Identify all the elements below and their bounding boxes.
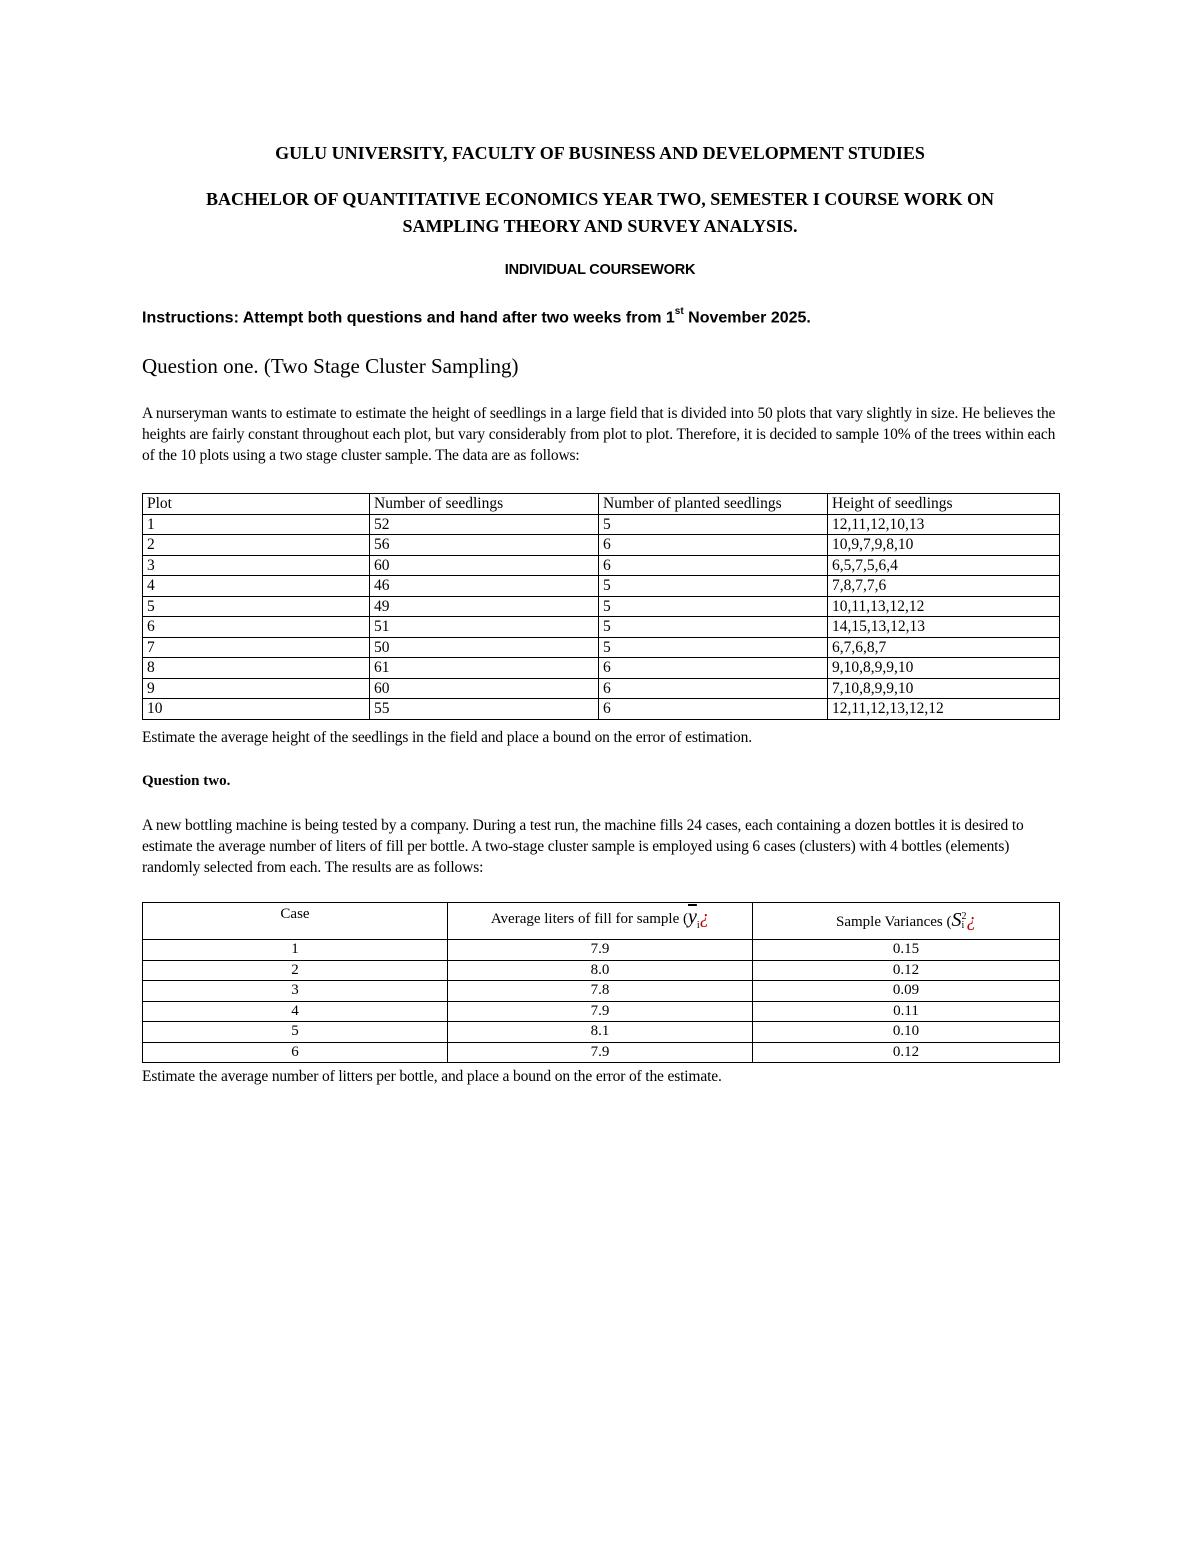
table-cell: 5: [143, 1022, 448, 1043]
table-row: [143, 1042, 1060, 1063]
table-cell: 6: [599, 555, 828, 576]
table-row: [143, 678, 1060, 699]
column-header: Number of seedlings: [370, 494, 599, 515]
table-row: [143, 960, 1060, 981]
table-cell: 6: [599, 678, 828, 699]
table-cell: 10: [143, 699, 370, 720]
table-cell: 5: [599, 514, 828, 535]
table-row: [143, 596, 1060, 617]
table-cell: 6,5,7,5,6,4: [828, 555, 1060, 576]
program-title-line2: SAMPLING THEORY AND SURVEY ANALYSIS.: [402, 216, 798, 236]
table-cell: 52: [370, 514, 599, 535]
inverted-question-glyph: ¿: [966, 909, 977, 931]
table-header-row: [143, 494, 1060, 515]
s-superscript: 2: [961, 910, 967, 922]
y-bar-subscript: i: [696, 919, 700, 931]
table-cell: 55: [370, 699, 599, 720]
table-cell: 7,8,7,7,6: [828, 576, 1060, 597]
table-cell: 7,10,8,9,9,10: [828, 678, 1060, 699]
instructions-text: Instructions: Attempt both questions and hand after two weeks from 1: [142, 309, 675, 327]
table-cell: 0.15: [753, 940, 1060, 961]
table-cell: 5: [599, 596, 828, 617]
instructions-superscript: st: [674, 306, 684, 317]
table-row: [143, 617, 1060, 638]
table-cell: 4: [143, 576, 370, 597]
table-cell: 0.12: [753, 960, 1060, 981]
inverted-question-glyph: ¿: [699, 906, 710, 928]
table-cell: 50: [370, 637, 599, 658]
table-row: [143, 576, 1060, 597]
table-row: [143, 940, 1060, 961]
question-two-body: A new bottling machine is being tested by a company. During a test run, the machine fills 24 cases, each containing a dozen bottles it is desired to estimate the average number of liters of fill per bottle. A two-stage cluster sample is employed using 6 cases (clusters) with 4 bottles (elements) randomly selected from each. The results are as follows:: [142, 817, 1024, 876]
table-cell: 0.10: [753, 1022, 1060, 1043]
table-row: [143, 699, 1060, 720]
table-cell: 0.11: [753, 1001, 1060, 1022]
table-row: [143, 535, 1060, 556]
s-subscript: i: [961, 919, 965, 931]
table-cell: 9,10,8,9,9,10: [828, 658, 1060, 679]
program-title: [142, 186, 1058, 240]
table-cell: 6: [143, 1042, 448, 1063]
table-cell: 6,7,6,8,7: [828, 637, 1060, 658]
table-row: [143, 637, 1060, 658]
s-squared-symbol: [952, 909, 967, 931]
question-one-heading: Question one. (Two Stage Cluster Sampling): [142, 354, 519, 378]
table-cell: 61: [370, 658, 599, 679]
column-header: Height of seedlings: [828, 494, 1060, 515]
table-cell: 14,15,13,12,13: [828, 617, 1060, 638]
column-header: Number of planted seedlings: [599, 494, 828, 515]
variance-header-text: Sample Variances (: [835, 913, 952, 930]
table-row: [143, 555, 1060, 576]
table-cell: 3: [143, 981, 448, 1002]
table-cell: 10,11,13,12,12: [828, 596, 1060, 617]
table-cell: 5: [599, 576, 828, 597]
table-cell: 0.09: [753, 981, 1060, 1002]
table-cell: 56: [370, 535, 599, 556]
table-cell: 46: [370, 576, 599, 597]
table-cell: 6: [599, 658, 828, 679]
table-cell: 8: [143, 658, 370, 679]
table-cell: 10,9,7,9,8,10: [828, 535, 1060, 556]
table-cell: 8.1: [448, 1022, 753, 1043]
table-cell: 3: [143, 555, 370, 576]
column-header-variance: [753, 903, 1060, 940]
instructions-text-end: November 2025.: [683, 309, 811, 327]
column-header-average: [448, 903, 753, 940]
table-row: [143, 981, 1060, 1002]
table-cell: 8.0: [448, 960, 753, 981]
table-row: [143, 658, 1060, 679]
table-cell: 7: [143, 637, 370, 658]
column-header-case: Case: [143, 903, 448, 940]
table-cell: 7.8: [448, 981, 753, 1002]
y-bar-symbol: [687, 905, 700, 931]
bottling-table: [142, 902, 1060, 1063]
table-cell: 6: [143, 617, 370, 638]
table-cell: 7.9: [448, 1042, 753, 1063]
seedlings-table: [142, 493, 1060, 720]
table-cell: 5: [143, 596, 370, 617]
column-header: Plot: [143, 494, 370, 515]
table-header-row: [143, 903, 1060, 940]
table-cell: 60: [370, 555, 599, 576]
y-bar-letter: $\overline{y}$: [687, 905, 697, 928]
table-cell: 2: [143, 960, 448, 981]
table-cell: 49: [370, 596, 599, 617]
table-row: [143, 1022, 1060, 1043]
question-one-body: A nurseryman wants to estimate to estimate the height of seedlings in a large field that is divided into 50 plots that vary slightly in size. He believes the heights are fairly constant throughout each plot, but vary considerably from plot to plot. Therefore, it is decided to sample 10% of the trees within each of the 10 plots using a two stage cluster sample. The data are as follows:: [142, 405, 1056, 464]
table-cell: 5: [599, 637, 828, 658]
coursework-type: INDIVIDUAL COURSEWORK: [504, 262, 696, 278]
table-cell: 1: [143, 940, 448, 961]
table-cell: 2: [143, 535, 370, 556]
table-row: [143, 1001, 1060, 1022]
table-cell: 7.9: [448, 940, 753, 961]
table-cell: 60: [370, 678, 599, 699]
table-cell: 7.9: [448, 1001, 753, 1022]
average-header-text: Average liters of fill for sample (: [490, 910, 688, 927]
program-title-line1: BACHELOR OF QUANTITATIVE ECONOMICS YEAR TWO, SEMESTER I COURSE WORK ON: [206, 189, 994, 209]
table-cell: 1: [143, 514, 370, 535]
table-cell: 9: [143, 678, 370, 699]
table-cell: 12,11,12,10,13: [828, 514, 1060, 535]
table-row: [143, 514, 1060, 535]
university-title: GULU UNIVERSITY, FACULTY OF BUSINESS AND DEVELOPMENT STUDIES: [275, 143, 925, 163]
table-cell: 51: [370, 617, 599, 638]
question-two-task: Estimate the average number of litters per bottle, and place a bound on the error of the estimate.: [142, 1068, 722, 1085]
question-two-heading: Question two.: [142, 773, 231, 789]
table-cell: 4: [143, 1001, 448, 1022]
table-cell: 12,11,12,13,12,12: [828, 699, 1060, 720]
s-letter: S: [951, 908, 962, 931]
instructions: [142, 308, 1058, 327]
question-one-task: Estimate the average height of the seedlings in the field and place a bound on the error of estimation.: [142, 729, 752, 746]
table-cell: 6: [599, 699, 828, 720]
table-cell: 0.12: [753, 1042, 1060, 1063]
table-cell: 5: [599, 617, 828, 638]
table-cell: 6: [599, 535, 828, 556]
